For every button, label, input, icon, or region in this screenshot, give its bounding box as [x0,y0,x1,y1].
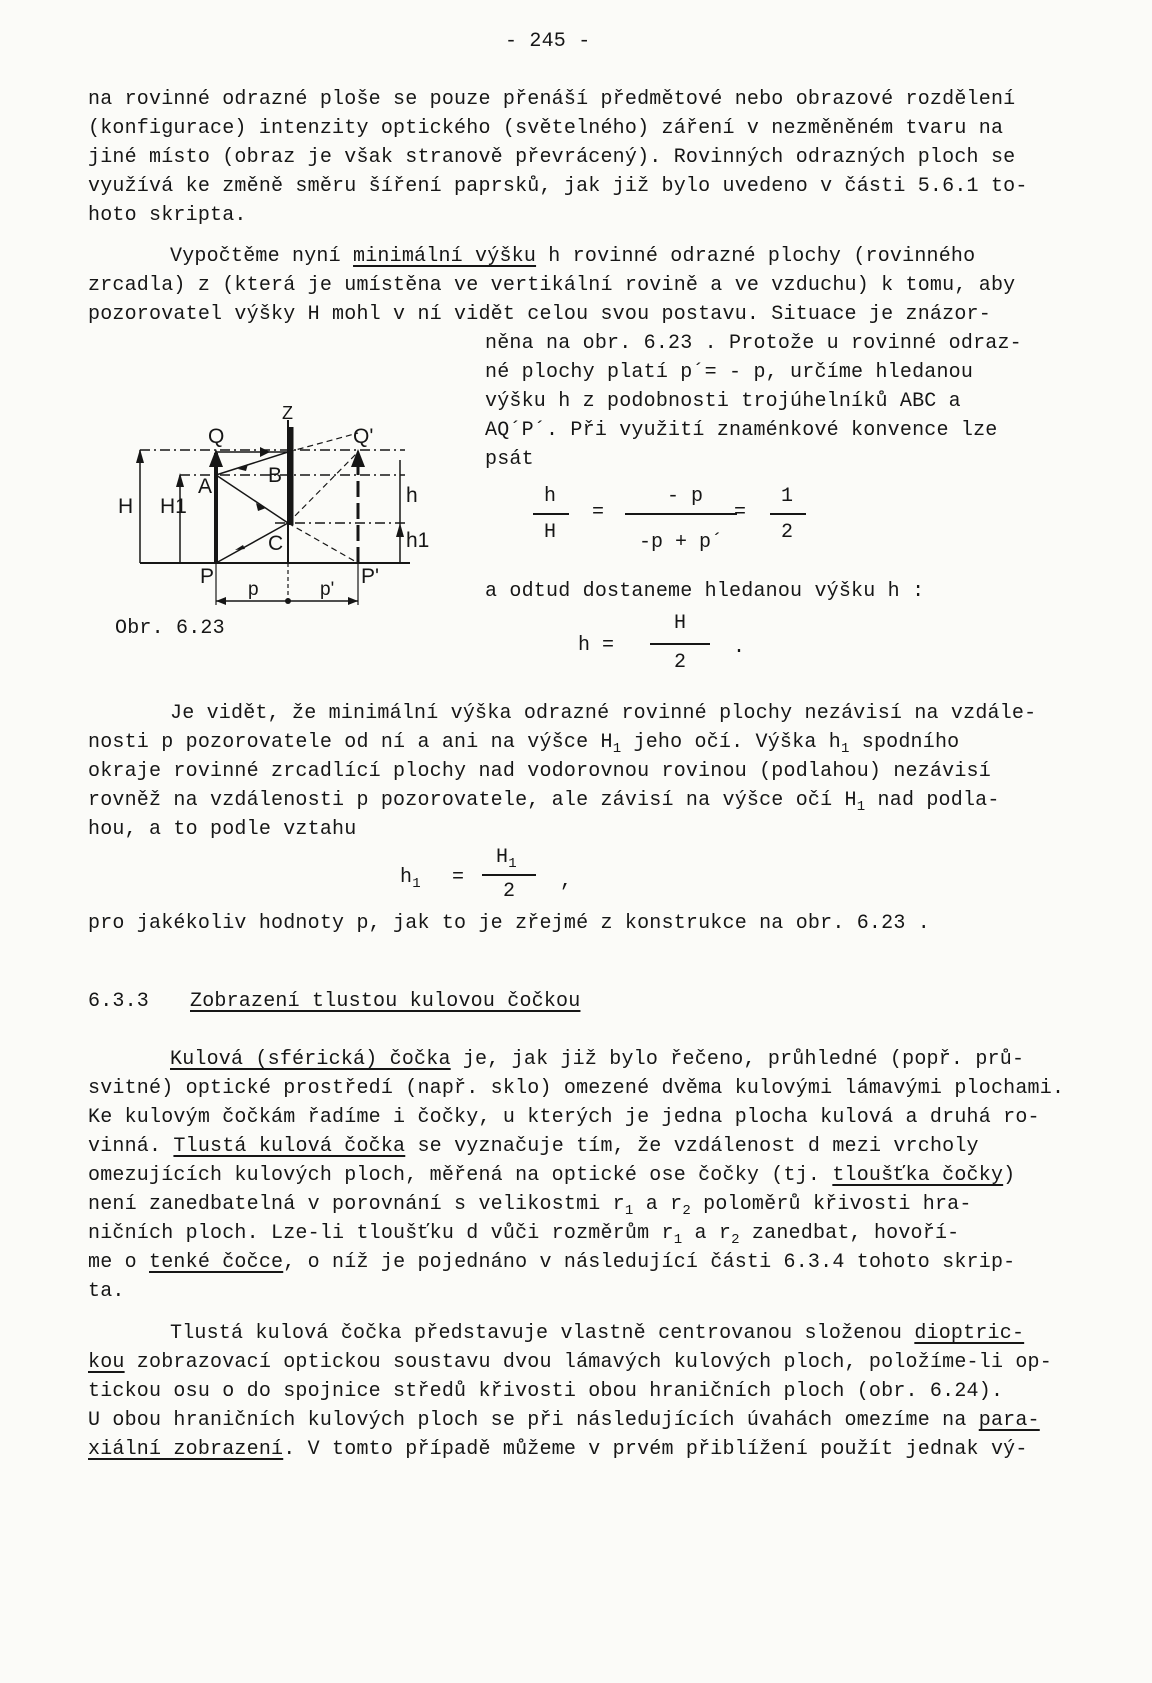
label-h1: h1 [406,529,430,552]
p5-line-6-c: poloměrů křivosti hra- [690,1193,972,1216]
p6-line-5 [88,1438,1028,1461]
p5-line-4-start: vinná. [88,1135,174,1158]
p3-line-2 [88,731,959,757]
p5-line-4-end: se vyznačuje tím, že vzdálenost d mezi vrcholy [405,1135,979,1158]
p5-line-2: svitné) optické prostředí (např. sklo) omezené dvěma kulovými lámavými plochami. [88,1077,1065,1100]
p5-line-6-s1: 1 [624,1203,634,1219]
label-H: H [118,495,134,518]
eq3-equals: = [451,866,464,889]
eq1-den-3: 2 [780,521,793,544]
eq1-equals-2: = [733,501,746,524]
eq3-den: 2 [502,880,515,903]
p1-line-2: (konfigurace) intenzity optického (světelného) záření v nezměněném tvaru na [88,117,1004,140]
p5-line-1 [170,1048,1024,1071]
p5-line-9: ta. [88,1280,125,1303]
p5-line-7-a: ničních ploch. Lze-li tloušťku d vůči rozměrům r [88,1222,674,1245]
p6-line-1 [170,1322,1024,1345]
p5-line-1-end: je, jak již bylo řečeno, průhledné (popř. prů- [450,1048,1025,1071]
p6-line-2-end: zobrazovací optickou soustavu dvou lámavých kulových ploch, položíme-li op- [124,1351,1052,1374]
p2-right-line-3: výšku h z podobnosti trojúhelníků ABC a [485,390,961,413]
eq1-den-1: H [543,521,556,544]
label-Q: Q [208,425,225,448]
term-lens-thickness: tloušťka čočky [832,1164,1004,1187]
label-Qp: Q' [353,425,374,448]
p6-line-5-end: . V tomto případě můžeme v prvém přiblížení použít jednak vý- [283,1438,1028,1461]
term-paraxial-2: xiální zobrazení [88,1438,284,1461]
p5-line-8-b: , o níž je pojednáno v následující části 6.3.4 tohoto skrip- [283,1251,1016,1274]
eq3-num-var: H [496,846,509,869]
p3-line-4-sub: 1 [856,799,866,815]
p1-line-4: využívá ke změně směru šíření paprsků, jak již bylo uvedeno v části 5.6.1 to- [88,175,1028,198]
p3-line-1: Je vidět, že minimální výška odrazné rovinné plochy nezávisí na vzdále- [170,702,1037,725]
label-Z: Z [282,405,293,423]
after-eq1-text: a odtud dostaneme hledanou výšku h : [485,580,925,603]
p3-line-5: hou, a to podle vztahu [88,818,357,841]
p5-line-7-b: a r [682,1222,732,1245]
p3-line-4-end: nad podla- [865,789,1000,812]
eq1-bar-2 [625,513,737,515]
p2-right-line-1: něna na obr. 6.23 . Protože u rovinné odraz- [485,332,1022,355]
label-A: A [198,475,213,498]
p3-line-4-start: rovněž na vzdálenosti p pozorovatele, ale závisí na výšce očí H [88,789,857,812]
p2-right-line-4: AQ´P´. Při využití znaménkové konvence lze [485,419,998,442]
p5-line-6 [88,1193,972,1219]
section-title: Zobrazení tlustou kulovou čočkou [190,990,581,1013]
p5-line-7 [88,1222,959,1248]
term-thin-lens: tenké čočce [149,1251,284,1274]
eq3-bar [482,874,536,876]
eq1-num-1: h [543,485,556,508]
label-P: P [200,565,215,588]
p2-line-1-start: Vypočtěme nyní [170,245,354,268]
term-dioptric-2: kou [88,1351,125,1374]
term-dioptric-1: dioptric- [914,1322,1025,1345]
p5-line-5-end: ) [1003,1164,1016,1187]
eq1-num-2: - p [666,485,703,508]
p2-right-line-2: né plochy platí p´= - p, určíme hledanou [485,361,974,384]
term-thick-lens: Tlustá kulová čočka [173,1135,406,1158]
p6-line-4 [88,1409,1040,1432]
eq2-end: . [733,636,746,659]
p5-line-7-c: zanedbat, hovoří- [739,1222,960,1245]
eq1-bar-1 [533,513,569,515]
p3-line-4 [88,789,1000,815]
eq3-num-sub: 1 [508,856,517,872]
p5-line-6-a: není zanedbatelná v porovnání s velikostmi r [88,1193,625,1216]
eq1-den-2: -p + p´ [638,531,723,554]
eq1-equals-1: = [591,501,604,524]
p5-line-5 [88,1164,1015,1187]
eq3-lhs-sub: 1 [412,876,421,892]
label-B: B [268,464,283,487]
figure-mirror-diagram [110,405,450,615]
label-C: C [268,532,284,555]
p3-line-2-end: spodního [849,731,960,754]
p2-right-line-5: psát [485,448,534,471]
p5-line-4 [88,1135,979,1158]
label-pp: p' [320,579,335,600]
p3-line-2-start: nosti p pozorovatele od ní a ani na výšce H [88,731,613,754]
p6-line-1-start: Tlustá kulová čočka představuje vlastně centrovanou složenou [170,1322,915,1345]
p2-line-1-end: h rovinné odrazné plochy (rovinného [536,245,976,268]
label-h: h [406,484,418,507]
page-number: - 245 - [505,30,591,53]
eq3-num [496,846,517,872]
p5-line-6-b: a r [633,1193,683,1216]
term-minimal-height: minimální výšku [353,245,537,268]
p6-line-3: tickou osu o do spojnice středů křivosti obou hraničních ploch (obr. 6.24). [88,1380,1004,1403]
p3-line-2-sub2: 1 [840,741,850,757]
p3-line-2-sub1: 1 [612,741,622,757]
p3-line-2-mid: jeho očí. Výška h [621,731,841,754]
p6-line-2 [88,1351,1052,1374]
p5-line-8 [88,1251,1015,1274]
eq3-lhs [400,866,421,892]
eq2-den: 2 [673,651,686,674]
p1-line-3: jiné místo (obraz je však stranově převrácený). Rovinných odrazných ploch se [88,146,1016,169]
p2-line-3: pozorovatel výšky H mohl v ní vidět celou svou postavu. Situace je znázor- [88,303,991,326]
p2-line-1 [170,245,975,268]
figure-caption: Obr. 6.23 [115,617,225,640]
eq2-lhs: h = [578,634,615,657]
p5-line-8-a: me o [88,1251,150,1274]
eq2-num: H [673,612,686,635]
term-spherical-lens: Kulová (sférická) čočka [170,1048,451,1071]
term-paraxial-1: para- [978,1409,1040,1432]
label-p: p [248,579,259,600]
p5-line-5-start: omezujících kulových ploch, měřená na optické ose čočky (tj. [88,1164,833,1187]
p5-line-7-s1: 1 [673,1232,683,1248]
p3-line-3: okraje rovinné zrcadlící plochy nad vodorovnou rovinou (podlahou) nezávisí [88,760,991,783]
p2-line-2: zrcadla) z (která je umístěna ve vertikální rovině a ve vzduchu) k tomu, aby [88,274,1016,297]
eq1-num-3: 1 [780,485,793,508]
eq3-end: , [560,870,573,893]
p1-line-5: hoto skripta. [88,204,247,227]
p1-line-1: na rovinné odrazné ploše se pouze přenáší předmětové nebo obrazové rozdělení [88,88,1016,111]
eq2-bar [650,643,710,645]
section-number: 6.3.3 [88,990,150,1013]
eq3-lhs-var: h [400,866,413,889]
p5-line-7-s2: 2 [731,1232,740,1248]
label-H1: H1 [160,495,187,518]
p4-line: pro jakékoliv hodnoty p, jak to je zřejmé z konstrukce na obr. 6.23 . [88,912,930,935]
p5-line-3: Ke kulovým čočkám řadíme i čočky, u kterých je jedna plocha kulová a druhá ro- [88,1106,1040,1129]
eq1-bar-3 [770,513,806,515]
label-Pp: P' [361,565,380,588]
p6-line-4-start: U obou hraničních kulových ploch se při následujících úvahách omezíme na [88,1409,979,1432]
p5-line-6-s2: 2 [682,1203,691,1219]
